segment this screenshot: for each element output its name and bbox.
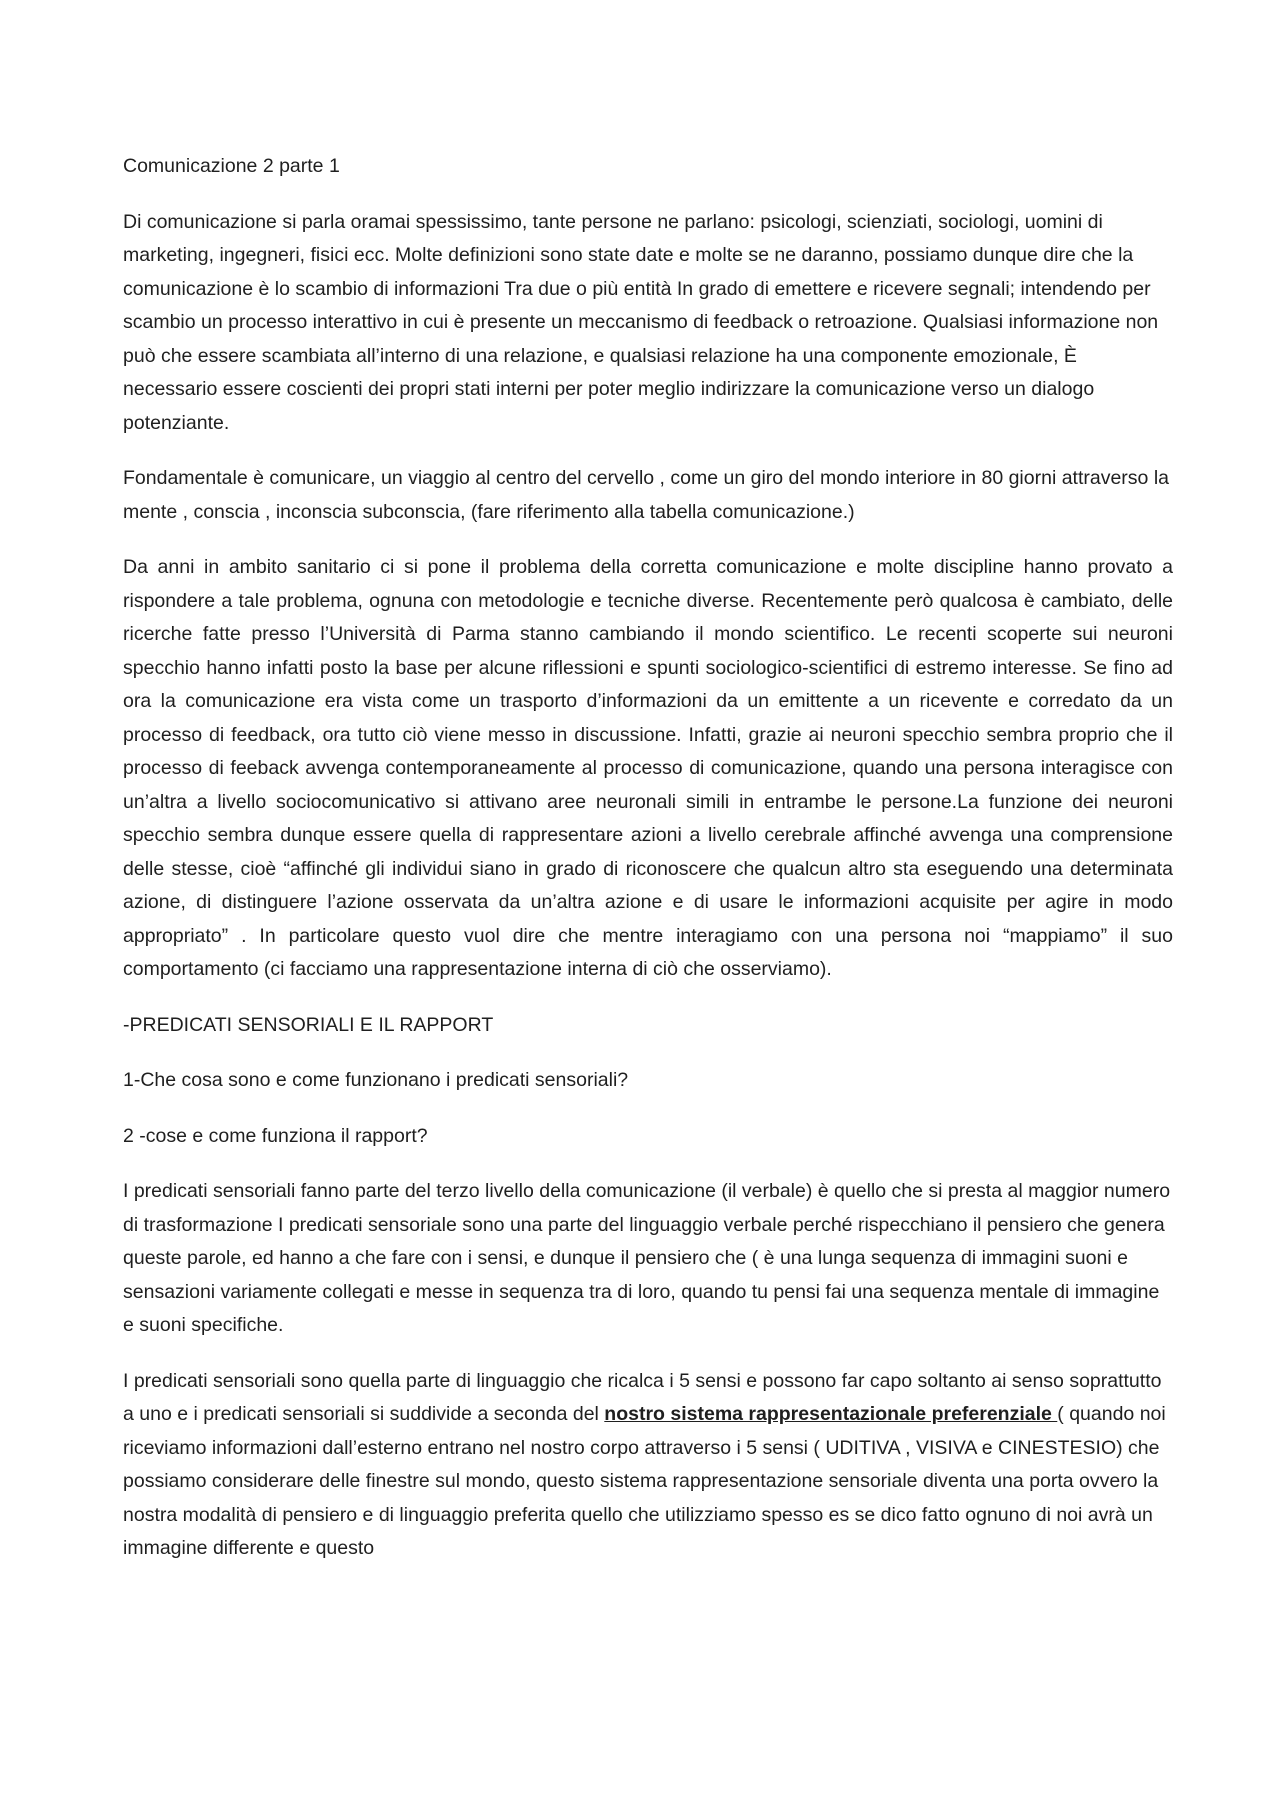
question-2: 2 -cose e come funziona il rapport?: [123, 1124, 428, 1147]
emphasis-sistema-rappresentazionale: nostro sistema rappresentazionale preferenziale: [604, 1403, 1058, 1425]
document-body: [123, 150, 1173, 1588]
paragraph-predicati: I predicati sensoriali fanno parte del terzo livello della comunicazione (il verbale) è quello che si presta al maggior numero di trasformazione I predicati sensoriale sono una parte del linguaggio verbale perché rispecchiano il pensiero che genera queste parole, ed hanno a che fare con i sensi, e dunque il pensiero che ( è una lunga sequenza di immagini suoni e sensazioni variamente collegati e messe in sequenza tra di loro, quando tu pensi fai una sequenza mentale di immagine e suoni specifiche.: [123, 1180, 1171, 1336]
document-title: Comunicazione 2 parte 1: [123, 155, 340, 177]
paragraph-sistema-part-b: ( quando noi riceviamo informazioni dall’esterno entrano nel nostro corpo attraverso i 5 sensi ( UDITIVA , VISIVA e CINESTESIO) che possiamo considerare delle finestre sul mondo, questo sistema rappresentazione sensoriale diventa una porta ovvero la nostra modalità di pensiero e di linguaggio preferita quello che utilizziamo spesso es se dico fatto ognuno di noi avrà un immagine differente e questo: [123, 1403, 1166, 1559]
paragraph-sistema: [123, 1365, 1173, 1566]
question-1: 1-Che cosa sono e come funzionano i predicati sensoriali?: [123, 1069, 629, 1091]
paragraph-sistema-part-a: I predicati sensoriali sono quella parte di linguaggio che ricalca i 5 sensi e possono far capo soltanto ai senso soprattutto a uno e i predicati sensoriali si suddivide a seconda del: [123, 1369, 1162, 1425]
paragraph-intro: Di comunicazione si parla oramai spessissimo, tante persone ne parlano: psicologi, scienziati, sociologi, uomini di marketing, ingegneri, fisici ecc. Molte definizioni sono state date e molte se ne daranno, possiamo dunque dire che la comunicazione è lo scambio di informazioni Tra due o più entità In grado di emettere e ricevere segnali; intendendo per scambio un processo interattivo in cui è presente un meccanismo di feedback o retroazione. Qualsiasi informazione non può che essere scambiata all’interno di una relazione, e qualsiasi relazione ha una componente emozionale, È necessario essere coscienti dei propri stati interni per poter meglio indirizzare la comunicazione verso un dialogo potenziante.: [123, 210, 1159, 434]
paragraph-neuroni-specchio: Da anni in ambito sanitario ci si pone il problema della corretta comunicazione e molte discipline hanno provato a rispondere a tale problema, ognuna con metodologie e tecniche diverse. Recentemente però qualcosa è cambiato, delle ricerche fatte presso l’Università di Parma stanno cambiando il mondo scientifico. Le recenti scoperte sui neuroni specchio hanno infatti posto la base per alcune riflessioni e spunti sociologico-scientifici di estremo interesse. Se fino ad ora la comunicazione era vista come un trasporto d’informazioni da un emittente a un ricevente e corredato da un processo di feedback, ora tutto ciò viene messo in discussione. Infatti, grazie ai neuroni specchio sembra proprio che il processo di feeback avvenga contemporaneamente al processo di comunicazione, quando una persona interagisce con un’altra a livello sociocomunicativo si attivano aree neuronali simili in entrambe le persone.La funzione dei neuroni specchio sembra dunque essere quella di rappresentare azioni a livello cerebrale affinché avvenga una comprensione delle stesse, cioè “affinché gli individui siano in grado di riconoscere che qualcun altro sta eseguendo una determinata azione, di distinguere l’azione osservata da un’altra azione e di usare le informazioni acquisite per agire in modo appropriato” . In particolare questo vuol dire che mentre interagiamo con una persona noi “mappiamo” il suo comportamento (ci facciamo una rappresentazione interna di ciò che osserviamo).: [123, 556, 1173, 980]
section-heading: -PREDICATI SENSORIALI E IL RAPPORT: [123, 1013, 494, 1036]
paragraph-fondamentale: Fondamentale è comunicare, un viaggio al centro del cervello , come un giro del mondo interiore in 80 giorni attraverso la mente , conscia , inconscia subconscia, (fare riferimento alla tabella comunicazione.): [123, 467, 1169, 523]
